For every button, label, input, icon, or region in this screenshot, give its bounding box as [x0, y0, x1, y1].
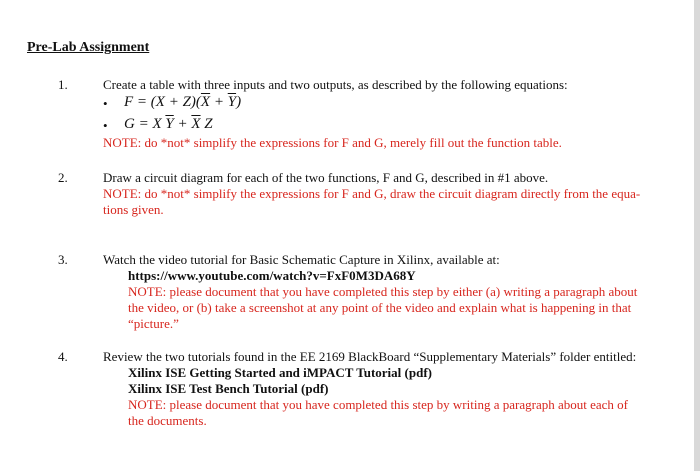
tutorial-2-title: Xilinx ISE Test Bench Tutorial (pdf) — [128, 381, 329, 396]
bullet-icon: • — [103, 118, 108, 133]
equation-f-xbar: $\overline{X}$ — [200, 94, 211, 110]
item-4-text: Review the two tutorials found in the EE 2169 BlackBoard “Supplementary Materials” folder entitled: — [103, 349, 637, 364]
item-2-note-line-1: NOTE: do *not* simplify the expressions for F and G, draw the circuit diagram directly from the equa- — [103, 186, 641, 201]
item-4-note-line-2: the documents. — [128, 413, 207, 428]
equation-g-ybar: $\overline{Y}$ — [165, 116, 174, 132]
equation-g-z: Z — [200, 116, 213, 132]
item-2-note-line-2: tions given. — [103, 202, 164, 217]
equation-f — [124, 94, 241, 111]
item-3-number: 3. — [58, 252, 68, 267]
item-1-number: 1. — [58, 77, 68, 92]
equation-f-plus: + — [210, 94, 228, 110]
equation-g-lhs: G — [124, 116, 135, 132]
item-4-number: 4. — [58, 349, 68, 364]
equation-f-p2: ) — [236, 94, 242, 110]
equation-f-ybar: $\overline{Y}$ — [227, 94, 237, 110]
tutorial-1-title: Xilinx ISE Getting Started and iMPACT Tutorial (pdf) — [128, 365, 432, 380]
item-1-text: Create a table with three inputs and two outputs, as described by the following equations: — [103, 77, 568, 92]
item-4-note-line-1: NOTE: please document that you have completed this step by writing a paragraph about each of — [128, 397, 628, 412]
equation-g-x: X — [152, 116, 166, 132]
equation-g-eq: = — [138, 116, 149, 132]
equation-f-eq: = — [136, 94, 148, 110]
page-title: Pre-Lab Assignment — [27, 40, 150, 55]
bullet-icon: • — [103, 96, 108, 111]
item-3-text: Watch the video tutorial for Basic Schematic Capture in Xilinx, available at: — [103, 252, 500, 267]
equation-g-xbar: $\overline{X}$ — [191, 116, 201, 132]
item-1-note: NOTE: do *not* simplify the expressions for F and G, merely fill out the function table. — [103, 135, 562, 150]
equation-g — [124, 116, 213, 133]
item-3-note-line-3: “picture.” — [128, 316, 179, 331]
video-link[interactable]: https://www.youtube.com/watch?v=FxF0M3DA68Y — [128, 268, 416, 283]
item-3-note-line-1: NOTE: please document that you have completed this step by either (a) writing a paragraph about — [128, 284, 638, 299]
item-3-note-line-2: the video, or (b) take a screenshot at any point of the video and explain what is happening in that — [128, 300, 632, 315]
equation-g-plus: + — [173, 116, 192, 132]
page-edge-shadow — [694, 0, 700, 471]
item-2-text: Draw a circuit diagram for each of the two functions, F and G, described in #1 above. — [103, 170, 549, 185]
equation-f-p1: (X + Z)( — [150, 94, 201, 110]
equation-f-lhs: F — [124, 94, 134, 110]
item-2-number: 2. — [58, 170, 68, 185]
